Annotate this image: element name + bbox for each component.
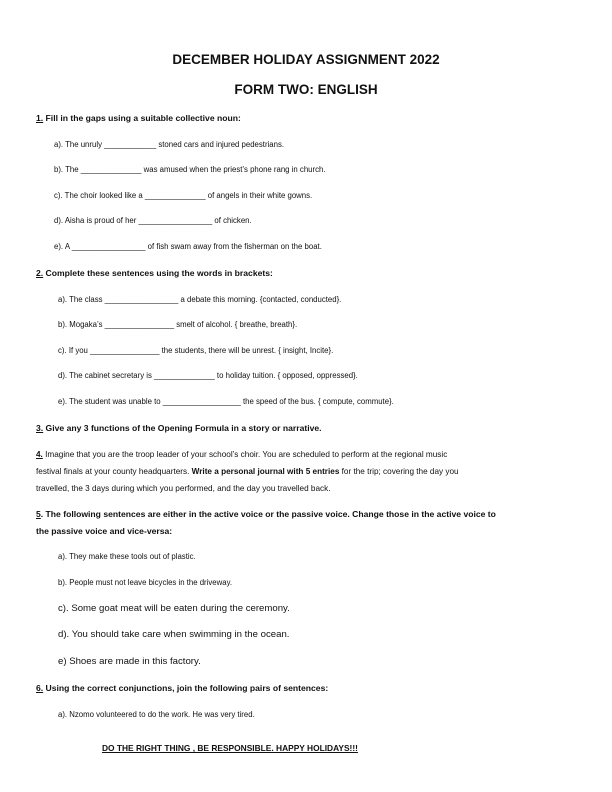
q5-item-b: b). People must not leave bicycles in the driveway. — [58, 578, 233, 587]
q1-item-a: a). The unruly ____________ stoned cars and injured pedestrians. — [54, 140, 285, 149]
q1-item-e: e). A _________________ of fish swam away from the fisherman on the boat. — [54, 242, 322, 251]
document-title: DECEMBER HOLIDAY ASSIGNMENT 2022 — [172, 52, 440, 67]
question-text: for the trip; covering the day you — [339, 467, 459, 476]
footer-message: DO THE RIGHT THING , BE RESPONSIBLE. HAPPY HOLIDAYS!!! — [102, 743, 358, 753]
question-emphasis: Write a personal journal with 5 entries — [191, 467, 340, 476]
question-4-line-2 — [36, 468, 459, 476]
q6-item-a: a). Nzomo volunteered to do the work. He was very tired. — [58, 710, 255, 719]
question-number: 1. — [36, 113, 44, 123]
q2-item-a: a). The class _________________ a debate this morning. {contacted, conducted}. — [58, 295, 342, 304]
q1-item-d: d). Aisha is proud of her _________________ of chicken. — [54, 216, 252, 225]
question-number: 4. — [36, 450, 43, 459]
q5-item-d: d). You should take care when swimming in the ocean. — [58, 629, 290, 640]
q2-item-b: b). Mogaka’s ________________ smelt of alcohol. { breathe, breath}. — [58, 320, 298, 329]
question-4-line-1 — [36, 451, 447, 459]
question-1-heading — [36, 114, 241, 123]
question-number: 6. — [36, 683, 44, 693]
question-text: Complete these sentences using the words in brackets: — [43, 268, 273, 278]
question-text: Fill in the gaps using a suitable collective noun: — [43, 113, 241, 123]
question-text: festival finals at your county headquarters. — [36, 467, 192, 476]
question-text: Give any 3 functions of the Opening Formula in a story or narrative. — [43, 423, 322, 433]
question-number: 3. — [36, 423, 44, 433]
q2-item-c: c). If you ________________ the students, there will be unrest. { insight, Incite}. — [58, 346, 334, 355]
q2-item-e: e). The student was unable to __________________ the speed of the bus. { compute, commute}. — [58, 397, 394, 406]
q1-item-b: b). The ______________ was amused when the priest’s phone rang in church. — [54, 165, 326, 174]
q5-item-e: e) Shoes are made in this factory. — [58, 656, 201, 667]
q5-item-c: c). Some goat meat will be eaten during the ceremony. — [58, 603, 290, 614]
question-5-heading — [36, 510, 496, 519]
question-number: 2. — [36, 268, 44, 278]
question-4-line-3: travelled, the 3 days during which you performed, and the day you travelled back. — [36, 484, 331, 493]
question-text: . The following sentences are either in the active voice or the passive voice. Change those in the active voice to — [40, 509, 496, 519]
question-5-heading-line-2: the passive voice and vice-versa: — [36, 526, 173, 536]
q2-item-d: d). The cabinet secretary is ______________ to holiday tuition. { opposed, oppressed}. — [58, 371, 358, 380]
question-text: Using the correct conjunctions, join the following pairs of sentences: — [43, 683, 329, 693]
question-3-heading — [36, 424, 322, 433]
q1-item-c: c). The choir looked like a ______________ of angels in their white gowns. — [54, 191, 313, 200]
question-number: 5 — [36, 509, 41, 519]
question-text: Imagine that you are the troop leader of your school’s choir. You are scheduled to perform at the regional music — [42, 450, 448, 459]
question-2-heading — [36, 269, 273, 278]
question-6-heading — [36, 684, 328, 693]
q5-item-a: a). They make these tools out of plastic. — [58, 552, 196, 561]
document-subtitle: FORM TWO: ENGLISH — [234, 82, 378, 97]
